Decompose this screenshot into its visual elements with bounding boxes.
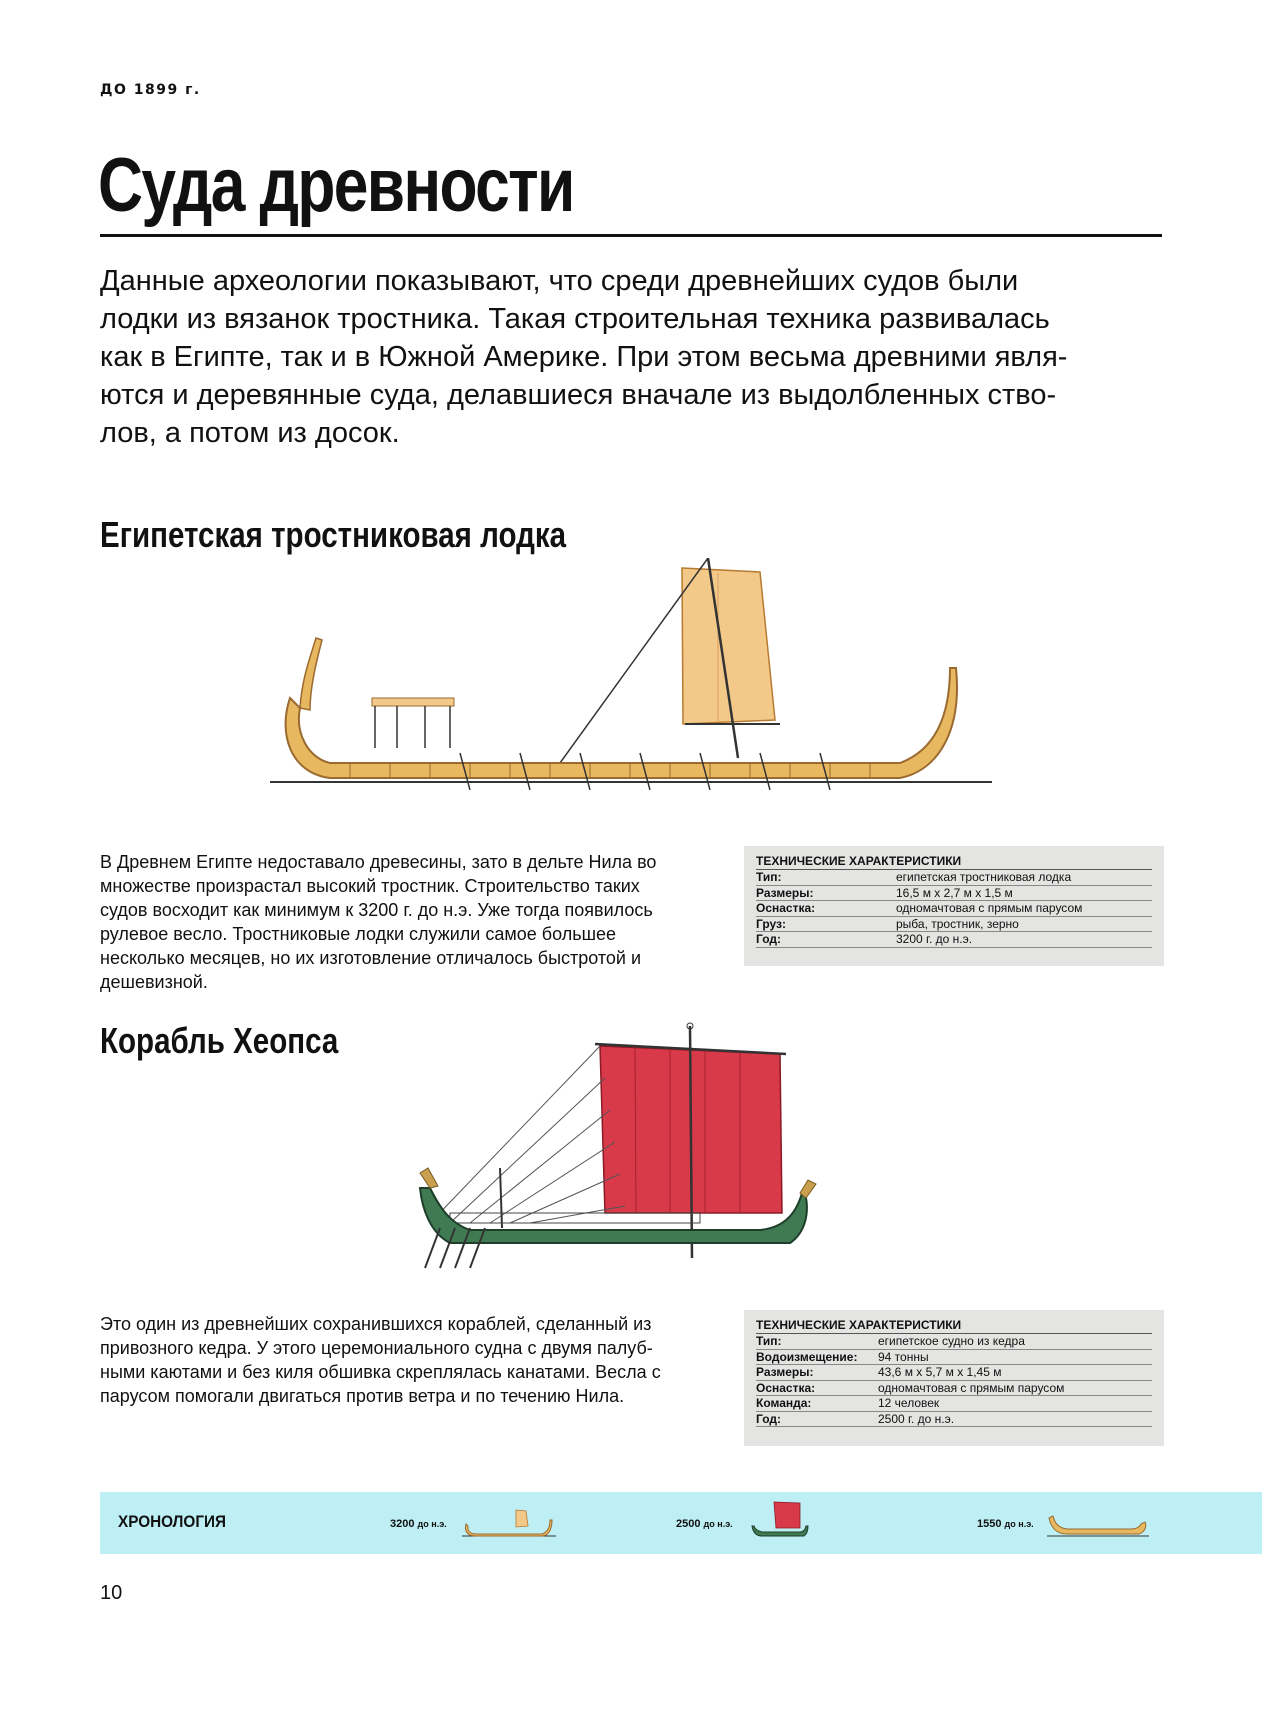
timeline-bar [100, 1492, 1262, 1554]
timeline-suffix: до н.э. [703, 1519, 733, 1529]
title-rule [100, 234, 1162, 237]
spec-value: одномачтовая с прямым парусом [878, 1380, 1065, 1395]
intro-line: как в Египте, так и в Южной Америке. При этом весьма древними явля- [100, 341, 1068, 373]
spec-key: Размеры: [756, 885, 814, 900]
page-number: 10 [100, 1582, 123, 1604]
cheops-description [100, 1312, 712, 1408]
spec-row [756, 917, 1152, 933]
cheops-ship-illustration [410, 1018, 820, 1278]
spec-key: Размеры: [756, 1365, 814, 1379]
spec-key: Команда: [756, 1396, 812, 1410]
cheops-ship-thumbnail [750, 1498, 810, 1540]
timeline-item [390, 1518, 447, 1530]
spec-value: рыба, тростник, зерно [896, 916, 1019, 931]
spec-value: 12 человек [878, 1396, 940, 1410]
spec-row [756, 886, 1152, 902]
spec-key: Оснастка: [756, 901, 816, 915]
spec-value: египетская тростниковая лодка [896, 870, 1072, 884]
description-line: В Древнем Египте недоставало древесины, зато в дельте Нила во [100, 852, 657, 872]
spec-row [756, 1350, 1152, 1366]
timeline-title: ХРОНОЛОГИЯ [118, 1512, 226, 1531]
specs-title: ТЕХНИЧЕСКИЕ ХАРАКТЕРИСТИКИ [756, 854, 1152, 870]
reed-boat-thumbnail [462, 1508, 556, 1538]
spec-value: 16,5 м х 2,7 м х 1,5 м [896, 885, 1013, 900]
page-title: Суда древности [98, 143, 574, 228]
spec-row [756, 1412, 1152, 1428]
description-line: ными каютами и без киля обшивка скреплялась канатами. Весла с [100, 1362, 661, 1382]
spec-key: Тип: [756, 870, 782, 884]
reed-boat-description [100, 850, 712, 994]
description-line: привозного кедра. У этого церемониального судна с двумя палуб- [100, 1338, 653, 1358]
timeline-year: 1550 [977, 1518, 1002, 1530]
description-line: дешевизной. [100, 972, 208, 992]
intro-paragraph [100, 262, 1162, 452]
spec-key: Водоизмещение: [756, 1349, 858, 1364]
cheops-specs-table [744, 1310, 1164, 1446]
intro-line: ются и деревянные суда, делавшиеся вначале из выдолбленных ство- [100, 379, 1057, 411]
description-line: парусом помогали двигаться против ветра и по течению Нила. [100, 1386, 625, 1406]
ancient-ship-thumbnail [1045, 1508, 1149, 1538]
intro-line: лодки из вязанок тростника. Такая строительная техника развивалась [100, 303, 1050, 335]
spec-row [756, 901, 1152, 917]
description-line: несколько месяцев, но их изготовление отличалось быстротой и [100, 948, 642, 968]
spec-value: 2500 г. до н.э. [878, 1411, 955, 1426]
specs-title: ТЕХНИЧЕСКИЕ ХАРАКТЕРИСТИКИ [756, 1318, 1152, 1334]
spec-row [756, 1334, 1152, 1350]
reed-boat-specs-table [744, 846, 1164, 966]
spec-value: 3200 г. до н.э. [896, 932, 973, 946]
spec-key: Груз: [756, 916, 786, 931]
spec-key: Оснастка: [756, 1380, 816, 1395]
intro-line: Данные археологии показывают, что среди древнейших судов были [100, 265, 1019, 297]
spec-row [756, 870, 1152, 886]
spec-row [756, 1365, 1152, 1381]
section-tag: ДО 1899 г. [100, 82, 201, 98]
description-line: судов восходит как минимум к 3200 г. до н.э. Уже тогда появилось [100, 900, 653, 920]
description-line: рулевое весло. Тростниковые лодки служили самое большее [100, 924, 617, 944]
description-line: множестве произрастал высокий тростник. Строительство таких [100, 876, 640, 896]
spec-value: египетское судно из кедра [878, 1334, 1025, 1348]
timeline-year: 2500 [676, 1518, 701, 1530]
timeline-suffix: до н.э. [417, 1519, 447, 1529]
spec-row [756, 1396, 1152, 1412]
spec-value: одномачтовая с прямым парусом [896, 901, 1083, 915]
reed-boat-illustration [260, 558, 992, 790]
spec-key: Тип: [756, 1334, 782, 1348]
ship-heading-cheops: Корабль Хеопса [100, 1020, 339, 1061]
spec-key: Год: [756, 932, 781, 946]
ship-heading-reed-boat: Египетская тростниковая лодка [100, 514, 567, 555]
spec-value: 94 тонны [878, 1349, 929, 1364]
timeline-year: 3200 [390, 1518, 415, 1530]
timeline-item [676, 1518, 733, 1530]
spec-row [756, 932, 1152, 948]
spec-value: 43,6 м х 5,7 м х 1,45 м [878, 1365, 1002, 1379]
description-line: Это один из древнейших сохранившихся кораблей, сделанный из [100, 1314, 652, 1334]
spec-key: Год: [756, 1411, 781, 1426]
timeline-item [977, 1518, 1034, 1530]
timeline-suffix: до н.э. [1004, 1519, 1034, 1529]
spec-row [756, 1381, 1152, 1397]
intro-line: лов, а потом из досок. [100, 417, 400, 449]
